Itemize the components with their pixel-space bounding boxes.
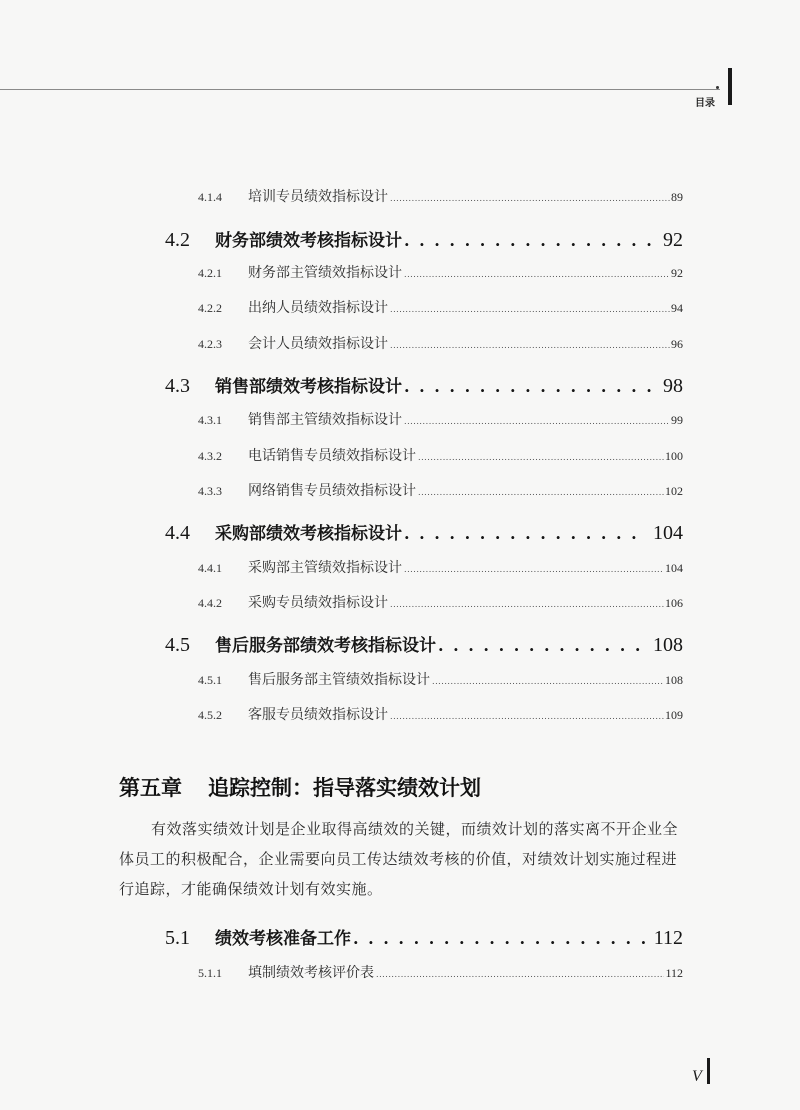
toc-dot-leader bbox=[404, 417, 670, 426]
toc-subsection-entry bbox=[198, 186, 683, 206]
page-number: V bbox=[692, 1068, 702, 1085]
toc-entry-number: 4.5 bbox=[165, 634, 190, 656]
toc-dot-leader bbox=[376, 970, 664, 979]
chapter-heading bbox=[119, 772, 481, 802]
toc-entry-number: 4.3.3 bbox=[198, 484, 222, 498]
toc-entry-number: 4.3.2 bbox=[198, 449, 222, 463]
toc-entry-title: 网络销售专员绩效指标设计 bbox=[248, 483, 416, 499]
toc-section-entry bbox=[165, 519, 683, 545]
toc-entry-title: 绩效考核准备工作 bbox=[215, 929, 351, 949]
toc-entry-title: 采购部绩效考核指标设计 bbox=[215, 524, 402, 544]
toc-dot-leader bbox=[418, 488, 664, 497]
toc-entry-page: 109 bbox=[665, 708, 683, 722]
toc-section-entry bbox=[165, 924, 683, 950]
toc-entry-page: 100 bbox=[665, 449, 683, 463]
toc-entry-page: 112 bbox=[653, 927, 683, 949]
toc-subsection-entry bbox=[198, 262, 683, 282]
toc-entry-number: 4.5.1 bbox=[198, 673, 222, 687]
toc-subsection-entry bbox=[198, 592, 683, 612]
toc-dot-leader bbox=[390, 341, 670, 350]
toc-subsection-entry bbox=[198, 557, 683, 577]
toc-entry-title: 销售部绩效考核指标设计 bbox=[215, 377, 402, 397]
toc-entry-title: 电话销售专员绩效指标设计 bbox=[248, 448, 416, 464]
toc-entry-number: 4.2.3 bbox=[198, 337, 222, 351]
toc-subsection-entry bbox=[198, 480, 683, 500]
toc-entry-title: 会计人员绩效指标设计 bbox=[248, 336, 388, 352]
toc-dot-leader bbox=[418, 453, 664, 462]
toc-entry-title: 财务部主管绩效指标设计 bbox=[248, 265, 402, 281]
chapter-title: 追踪控制：指导落实绩效计划 bbox=[208, 776, 481, 800]
toc-entry-number: 4.2 bbox=[165, 229, 190, 251]
toc-entry-page: 89 bbox=[671, 190, 683, 204]
toc-entry-number: 4.4 bbox=[165, 522, 190, 544]
toc-entry-page: 96 bbox=[671, 337, 683, 351]
toc-entry-page: 112 bbox=[665, 966, 683, 980]
toc-entry-title: 培训专员绩效指标设计 bbox=[248, 189, 388, 205]
toc-entry-page: 104 bbox=[653, 522, 683, 544]
toc-entry-page: 92 bbox=[663, 229, 683, 251]
toc-dot-leader bbox=[353, 929, 648, 948]
toc-dot-leader bbox=[432, 677, 664, 686]
toc-subsection-entry bbox=[198, 333, 683, 353]
toc-entry-title: 销售部主管绩效指标设计 bbox=[248, 412, 402, 428]
toc-subsection-entry bbox=[198, 409, 683, 429]
toc-entry-title: 财务部绩效考核指标设计 bbox=[215, 231, 402, 251]
toc-entry-page: 102 bbox=[665, 484, 683, 498]
toc-subsection-entry bbox=[198, 704, 683, 724]
toc-entry-title: 售后服务部绩效考核指标设计 bbox=[215, 636, 436, 656]
toc-section-entry bbox=[165, 631, 683, 657]
toc-entry-number: 5.1.1 bbox=[198, 966, 222, 980]
toc-dot-leader bbox=[390, 194, 670, 203]
chapter-intro-paragraph: 有效落实绩效计划是企业取得高绩效的关键，而绩效计划的落实离不开企业全体员工的积极配合，企业需要向员工传达绩效考核的价值，对绩效计划实施过程进行追踪，才能确保绩效计划有效实施。 bbox=[119, 820, 679, 898]
toc-entry-title: 采购专员绩效指标设计 bbox=[248, 595, 388, 611]
footer-bar bbox=[707, 1058, 710, 1084]
toc-entry-page: 98 bbox=[663, 375, 683, 397]
toc-dot-leader bbox=[404, 524, 647, 543]
toc-dot-leader bbox=[404, 270, 670, 279]
toc-subsection-entry bbox=[198, 445, 683, 465]
toc-subsection-entry bbox=[198, 297, 683, 317]
toc-entry-page: 108 bbox=[665, 673, 683, 687]
toc-section-entry bbox=[165, 226, 683, 252]
toc-subsection-entry bbox=[198, 669, 683, 689]
toc-entry-number: 4.5.2 bbox=[198, 708, 222, 722]
toc-entry-number: 5.1 bbox=[165, 927, 190, 949]
toc-entry-title: 客服专员绩效指标设计 bbox=[248, 707, 388, 723]
toc-entry-page: 92 bbox=[671, 266, 683, 280]
toc-dot-leader bbox=[390, 305, 670, 314]
toc-dot-leader bbox=[438, 636, 647, 655]
toc-entry-number: 4.2.2 bbox=[198, 301, 222, 315]
toc-entry-page: 108 bbox=[653, 634, 683, 656]
toc-entry-title: 出纳人员绩效指标设计 bbox=[248, 300, 388, 316]
toc-entry-number: 4.4.2 bbox=[198, 596, 222, 610]
toc-dot-leader bbox=[390, 712, 664, 721]
toc-entry-title: 售后服务部主管绩效指标设计 bbox=[248, 672, 430, 688]
toc-dot-leader bbox=[404, 377, 657, 396]
toc-section-entry bbox=[165, 372, 683, 398]
toc-entry-title: 填制绩效考核评价表 bbox=[248, 965, 374, 981]
chapter-number: 第五章 bbox=[119, 776, 182, 800]
toc-entry-title: 采购部主管绩效指标设计 bbox=[248, 560, 402, 576]
toc-entry-number: 4.4.1 bbox=[198, 561, 222, 575]
toc-dot-leader bbox=[404, 565, 664, 574]
toc-entry-number: 4.3 bbox=[165, 375, 190, 397]
toc-dot-leader bbox=[390, 600, 664, 609]
toc-entry-page: 94 bbox=[671, 301, 683, 315]
toc-dot-leader bbox=[404, 231, 657, 250]
toc-subsection-entry bbox=[198, 962, 683, 982]
running-header: 目录 bbox=[695, 98, 715, 109]
toc-entry-page: 99 bbox=[671, 413, 683, 427]
toc-entry-page: 106 bbox=[665, 596, 683, 610]
toc-entry-page: 104 bbox=[665, 561, 683, 575]
toc-entry-number: 4.2.1 bbox=[198, 266, 222, 280]
toc-entry-number: 4.3.1 bbox=[198, 413, 222, 427]
toc-entry-number: 4.1.4 bbox=[198, 190, 222, 204]
